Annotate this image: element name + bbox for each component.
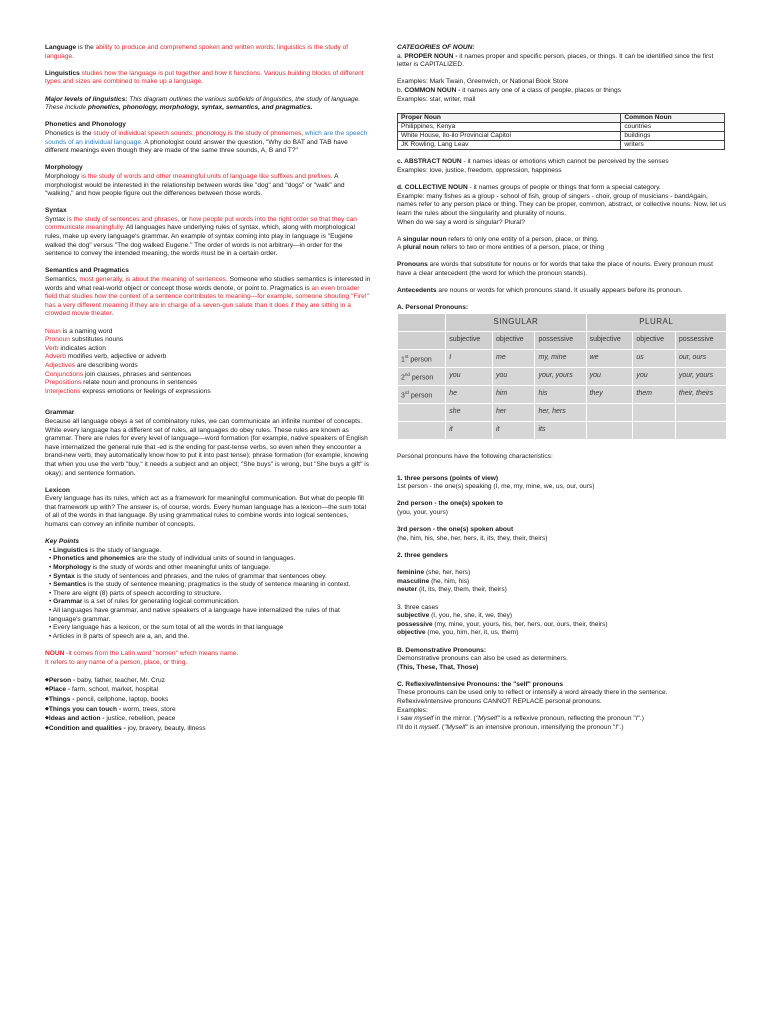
pronouns-paragraph: Pronouns are words that substitute for nouns or for words that take the place of nouns. Every pronoun must have a clear antecedent (the word for which the pronoun stands).	[397, 261, 713, 278]
table-cell: buildings	[621, 131, 725, 140]
list-item: • Syntax is the study of sentences and phrases, and the rules of grammar that sentences obey.	[49, 573, 371, 582]
section-heading-phonetics: Phonetics and Phonology	[45, 121, 126, 129]
table-cell: you	[586, 368, 633, 386]
right-column	[397, 44, 727, 732]
table-cell: him	[492, 386, 535, 404]
noun-examples-list	[45, 676, 371, 734]
list-item: • Phonetics and phonemics are the study of individual units of sound in languages.	[49, 555, 371, 564]
list-item: Adjectives are describing words	[45, 361, 138, 369]
table-cell: it	[492, 422, 535, 440]
table-header: Proper Noun	[398, 113, 621, 122]
table-header: PLURAL	[586, 314, 726, 332]
table-header: possessive	[675, 332, 726, 350]
personal-pronouns-table	[397, 313, 727, 440]
list-item: Pronoun substitutes nouns	[45, 336, 124, 344]
noun-definition-2: It refers to any name of a person, place, or thing.	[45, 658, 188, 666]
section-heading-key-points: Key Points	[45, 538, 80, 546]
collective-noun-examples: Example: many fishes as a group - school of fish, group of singers - choir, group of musicians - bandAgain, names refer to any person place or thing. They can be proper, common, abstract, or collective nouns. Now, let us learn the rules about the singularity and plurality of nouns.	[397, 192, 727, 217]
table-cell: he	[446, 386, 493, 404]
list-item: • There are eight (8) parts of speech according to structure.	[49, 590, 371, 599]
list-item: ◆ Things - pencil, cellphone, laptop, books	[45, 695, 371, 705]
row-label	[398, 404, 446, 422]
collective-noun-paragraph: d. COLLECTIVE NOUN - it names groups of people or things that form a special category.	[397, 184, 661, 192]
categories-heading: CATEGORIES OF NOUN:	[397, 44, 475, 51]
table-header-row	[398, 113, 725, 122]
language-definition: Language is the ability to produce and comprehend spoken and written words; linguistics is the study of language.	[45, 44, 349, 60]
table-cell: her	[492, 404, 535, 422]
list-item: • Semantics is the study of sentence meaning; pragmatics is the study of sentence meaning in context.	[49, 581, 371, 590]
subjective-line: subjective (I, you, he, she, it, we, they)	[397, 612, 513, 620]
personal-pronouns-heading: A. Personal Pronouns:	[397, 304, 469, 312]
section-heading-morphology: Morphology	[45, 164, 83, 172]
reflexive-heading: C. Reflexive/Intensive Pronouns: the "self" pronouns	[397, 680, 563, 688]
reflexive-example: I saw myself in the mirror. ("Myself" is a reflexive pronoun, reflecting the pronoun "I".)	[397, 715, 644, 723]
demonstrative-list: (This, These, That, Those)	[397, 663, 479, 671]
list-item: Interjections express emotions or feelings of expressions	[45, 387, 211, 395]
semantics-paragraph: Semantics, most generally, is about the meaning of sentences. Someone who studies semantics is interested in words and what real-world object or concept those words denote, or point to. Pragmatics is an even broader field that studies how the context of a sentence contributes to meaning—for example, someone shouting "Fire!" has a very different meaning if they are in charge of a seven-gun salute than it does if they are sitting in a crowded movie theater.	[45, 276, 371, 318]
table-row	[398, 368, 727, 386]
table-cell: JK Rowling, Lang Leav	[398, 140, 621, 149]
table-header: subjective	[586, 332, 633, 350]
table-header: objective	[492, 332, 535, 350]
linguistics-definition: Linguistics studies how the language is put together and how it functions. Various building blocks of different types and sizes are combined to make up a language.	[45, 69, 364, 86]
table-header-row	[398, 332, 727, 350]
list-item: Adverb modifies verb, adjective or adverb	[45, 353, 167, 361]
table-cell: us	[633, 350, 676, 368]
abstract-noun-paragraph: c. ABSTRACT NOUN - it names ideas or emotions which cannot be perceived by the senses	[397, 158, 669, 166]
proper-noun-paragraph: a. PROPER NOUN - it names proper and specific person, places, or things. It can be identified since the first letter is CAPITALIZED.	[397, 52, 714, 69]
list-item: • Grammar is a set of rules for generating logical communication.	[49, 598, 371, 607]
table-row	[398, 422, 727, 440]
table-cell: you	[633, 368, 676, 386]
cases-heading: 3. three cases	[397, 603, 439, 611]
row-label: 3rd person	[398, 386, 446, 404]
list-item: • Linguistics is the study of language.	[49, 547, 371, 556]
section-heading-grammar: Grammar	[45, 409, 75, 417]
key-points-list	[45, 547, 371, 642]
second-person-line: (you, your, yours)	[397, 509, 448, 516]
table-cell: writers	[621, 140, 725, 149]
table-row	[398, 122, 725, 131]
table-header: Common Noun	[621, 113, 725, 122]
table-cell: our, ours	[675, 350, 726, 368]
table-cell	[586, 404, 633, 422]
lexicon-paragraph: Every language has its rules, which act as a framework for meaningful communication. But what do people fill that framework up with? The answer is, of course, words. Every human language has a lexicon—the sum total of all of the words in that language. By using grammatical rules to combine words into logical sentences, humans can convey an infinite number of concepts.	[45, 495, 366, 529]
table-row	[398, 350, 727, 368]
table-cell: its	[535, 422, 586, 440]
first-person-line: 1st person - the one(s) speaking (I, me, my, mine, we, us, our, ours)	[397, 483, 595, 491]
abstract-noun-examples: Examples: love, justice, freedom, oppression, happiness	[397, 166, 562, 174]
characteristics-intro: Personal pronouns have the following characteristics:	[397, 453, 553, 461]
row-label: 2nd person	[398, 368, 446, 386]
singular-plural-question: When do we say a word is singular? Plural?	[397, 218, 525, 226]
table-cell: she	[446, 404, 493, 422]
common-noun-examples: Examples: star, writer, mall	[397, 95, 476, 103]
third-person-line: (he, him, his, she, her, hers, it, its, they, their, theirs)	[397, 534, 548, 542]
table-cell: them	[633, 386, 676, 404]
noun-definition: NOUN -it comes from the Latin word "nomen" which means name.	[45, 649, 239, 657]
table-cell: their, theirs	[675, 386, 726, 404]
table-row	[398, 131, 725, 140]
list-item: • All languages have grammar, and native speakers of a language have internalized the rules of that language's grammar.	[49, 607, 371, 624]
genders-heading: 2. three genders	[397, 551, 448, 559]
list-item: ◆ Ideas and action - justice, rebellion, peace	[45, 714, 371, 724]
intensive-example: I'll do it myself. ("Myself" is an intensive pronoun, intensifying the pronoun "I".)	[397, 723, 624, 731]
demonstrative-heading: B. Demonstrative Pronouns:	[397, 646, 487, 654]
table-cell: you	[492, 368, 535, 386]
neuter-line: neuter (it, its, they, them, their, theirs)	[397, 586, 507, 594]
section-heading-lexicon: Lexicon	[45, 486, 70, 494]
antecedents-paragraph: Antecedents are nouns or words for which pronouns stand. It usually appears before its pronoun.	[397, 287, 683, 295]
three-persons-heading: 1. three persons (points of view)	[397, 474, 499, 482]
list-item: Noun is a naming word	[45, 327, 113, 335]
table-cell	[633, 404, 676, 422]
table-cell	[675, 422, 726, 440]
demonstrative-text: Demonstrative pronouns can also be used as determiners.	[397, 655, 568, 663]
noun-table	[397, 113, 725, 150]
plural-noun-paragraph: A plural noun refers to two or more entities of a person, place, or thing	[397, 244, 605, 252]
phonetics-paragraph: Phonetics is the study of individual speech sounds; phonology is the study of phonemes, which are the speech sounds of an individual language. A phonologist could answer the question, "Why do BAT and TAB have different meanings even though they are made of the same three sounds, A, B and T?"	[45, 129, 368, 155]
common-noun-paragraph: b. COMMON NOUN - it names any one of a class of people, places or things	[397, 86, 621, 94]
major-levels: Major levels of linguistics: This diagram outlines the various subfields of linguistics, the study of language. These include phonetics, phonology, morphology, syntax, semantics, and pragmatics.	[45, 95, 361, 112]
list-item: ◆ Person - baby, father, teacher, Mr. Cruz	[45, 676, 371, 686]
table-header: objective	[633, 332, 676, 350]
proper-noun-examples: Examples: Mark Twain, Greenwich, or National Book Store	[397, 78, 569, 86]
second-person-heading: 2nd person - the one(s) spoken to	[397, 500, 503, 508]
table-cell: countries	[621, 122, 725, 131]
masculine-line: masculine (he, him, his)	[397, 577, 470, 585]
list-item: ◆ Things you can touch - worm, trees, store	[45, 705, 371, 715]
table-row	[398, 386, 727, 404]
table-header: possessive	[535, 332, 586, 350]
feminine-line: feminine (she, her, hers)	[397, 569, 471, 577]
singular-noun-paragraph: A singular noun refers to only one entity of a person, place, or thing.	[397, 235, 599, 243]
list-item: Conjunctions join clauses, phrases and sentences	[45, 370, 192, 378]
objective-line: objective (me, you, him, her, it, us, them)	[397, 629, 519, 637]
table-cell	[633, 422, 676, 440]
table-cell: her, hers	[535, 404, 586, 422]
list-item: • Morphology is the study of words and other meaningful units of language.	[49, 564, 371, 573]
list-item: • Every language has a lexicon, or the sum total of all the words in that language	[49, 624, 371, 633]
table-cell: you	[446, 368, 493, 386]
reflexive-text: These pronouns can be used only to reflect or intensify a word already there in the sentence.	[397, 689, 668, 697]
row-label: 1st person	[398, 350, 446, 368]
list-item: Verb indicates action	[45, 344, 106, 352]
table-cell: I	[446, 350, 493, 368]
table-header: SINGULAR	[446, 314, 586, 332]
possessive-line: possessive (my, mine, your, yours, his, her, hers, our, ours, their, theirs)	[397, 620, 608, 628]
table-cell: White House, Ilo-ilo Provincial Capitol	[398, 131, 621, 140]
table-cell: they	[586, 386, 633, 404]
section-heading-semantics: Semantics and Pragmatics	[45, 267, 129, 275]
section-heading-syntax: Syntax	[45, 207, 67, 215]
table-cell: my, mine	[535, 350, 586, 368]
table-cell: we	[586, 350, 633, 368]
table-cell: his	[535, 386, 586, 404]
list-item: ◆ Condition and qualities - joy, bravery, beauty, illness	[45, 724, 371, 734]
table-row	[398, 140, 725, 149]
table-cell: your, yours	[675, 368, 726, 386]
table-header: subjective	[446, 332, 493, 350]
table-row	[398, 404, 727, 422]
left-column	[45, 44, 371, 733]
parts-of-speech-list	[45, 328, 371, 397]
list-item: Prepositions relate noun and pronouns in sentences	[45, 379, 198, 387]
syntax-paragraph: Syntax is the study of sentences and phrases, or how people put words into the right order so that they can communicate meaningfully. All languages have underlying rules of syntax, which, along with morphological rules, make up every language's grammar. An example of syntax coming into play in language is "Eugene walked the dog" versus "The dog walked Eugene." The order of words is not arbitrary—in order for the sentence to convey the intended meaning, the words must be in a certain order.	[45, 215, 357, 258]
row-label	[398, 422, 446, 440]
morphology-paragraph: Morphology is the study of words and other meaningful units of language like suffixes and prefixes. A morphologist would be interested in the relationship between words like "dog" and "dogs" or "walk" and "walking," and how people figure out the differences between those words.	[45, 172, 345, 198]
table-cell	[675, 404, 726, 422]
grammar-paragraph: Because all language obeys a set of combinatory rules, we can communicate an infinite number of concepts. While every language has a different set of rules, all languages do obey rules. These rules are known as grammar. There are rules for every level of language—word formation (for example, native speakers of English have internalized the general rule that -ed is the ending for past-tense verbs, so even when they encounter a brand-new verb, they automatically know how to put it into past tense); phrase formation (for example, knowing that when you use the verb "buy," it needs a subject and an object; "She buys" is wrong, but "She buys a gift" is okay); and sentence formation.	[45, 417, 370, 477]
table-cell	[586, 422, 633, 440]
table-cell: it	[446, 422, 493, 440]
third-person-heading: 3rd person - the one(s) spoken about	[397, 526, 514, 534]
table-cell: your, yours	[535, 368, 586, 386]
table-cell: Philippines, Kenya	[398, 122, 621, 131]
list-item: • Articles in 8 parts of speech are a, an, and the.	[49, 633, 371, 642]
list-item: ◆ Place - farm, school, market, hospital	[45, 685, 371, 695]
table-header-row	[398, 314, 727, 332]
table-cell: me	[492, 350, 535, 368]
examples-label: Examples:	[397, 706, 428, 714]
reflexive-text-2: Reflexive/intensive pronouns CANNOT REPLACE personal pronouns.	[397, 698, 602, 706]
